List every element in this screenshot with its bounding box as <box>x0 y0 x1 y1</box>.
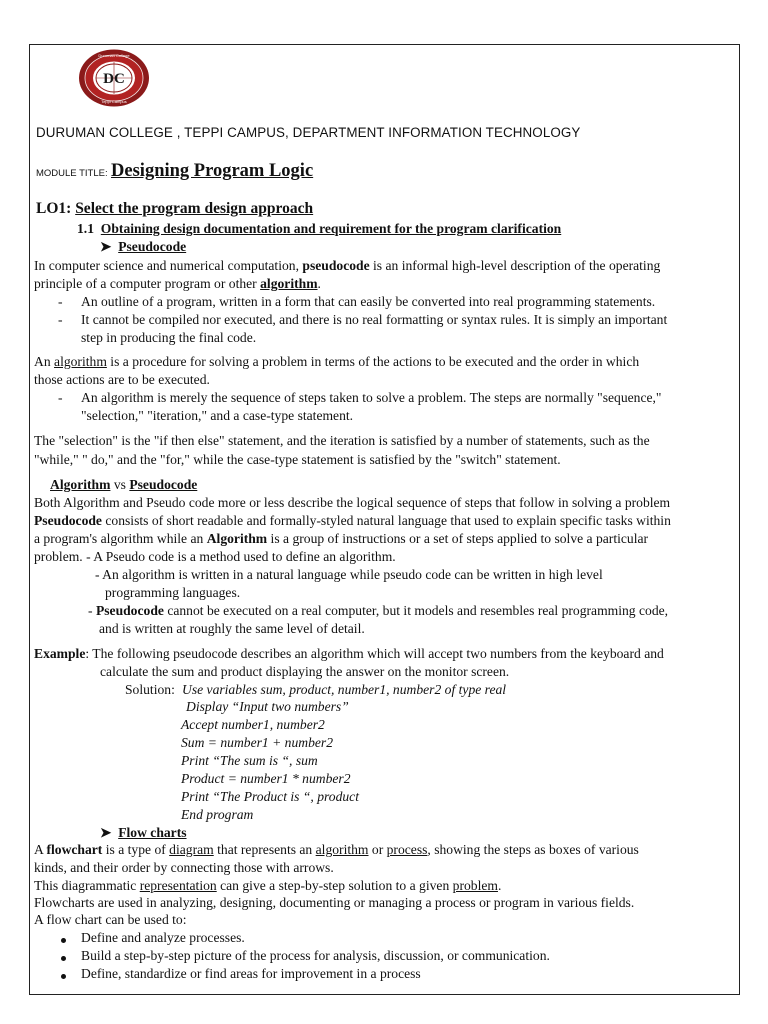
section-number: 1.1 <box>77 221 94 236</box>
vs-line-2: Pseudocode consists of short readable and formally-styled natural language that used to explain specific tasks within <box>34 513 671 528</box>
flow-line-4: Flowcharts are used in analyzing, designing, documenting or managing a process or program in various fields. <box>34 895 635 910</box>
bullet-icon <box>61 966 66 983</box>
flow-line-2: kinds, and their order by connecting those with arrows. <box>34 860 334 875</box>
dash-item: - <box>58 294 63 309</box>
code-line: Display “Input two numbers” <box>186 699 349 714</box>
algorithm-para-line-2: those actions are to be executed. <box>34 372 210 387</box>
college-header: DURUMAN COLLEGE , TEPPI CAMPUS, DEPARTMENT INFORMATION TECHNOLOGY <box>36 125 581 140</box>
vs-line-5: - An algorithm is written in a natural language while pseudo code can be written in high level <box>95 567 603 582</box>
code-line: Sum = number1 + number2 <box>181 735 334 750</box>
problem-link[interactable]: problem <box>452 878 498 893</box>
dash-item-text: "selection," "iteration," and a case-type statement. <box>81 408 354 423</box>
solution-label: Solution: <box>125 682 175 697</box>
pseudocode-para-line-2: principle of a computer program or other algorithm. <box>34 276 321 291</box>
module-title-label: MODULE TITLE: <box>36 168 108 179</box>
representation-link[interactable]: representation <box>139 878 217 893</box>
vs-line-8: and is written at roughly the same level of detail. <box>99 621 365 636</box>
dash-item: - <box>58 312 63 327</box>
code-line: Print “The Product is “, product <box>181 789 359 804</box>
college-logo <box>77 48 151 108</box>
bullet-item: Define and analyze processes. <box>81 930 245 945</box>
svg-text:DC: DC <box>103 71 125 87</box>
flow-line-3: This diagrammatic representation can give a step-by-step solution to a given problem. <box>34 878 502 893</box>
svg-text:Duruman College: Duruman College <box>98 53 130 58</box>
process-link[interactable]: process <box>386 842 428 857</box>
algorithm-link[interactable]: algorithm <box>54 354 107 369</box>
algorithm-link[interactable]: algorithm <box>315 842 369 857</box>
flow-line-1: A flowchart is a type of diagram that represents an algorithm or process, showing the steps as boxes of various <box>34 842 639 857</box>
section-1-1-heading <box>77 220 561 237</box>
algorithm-para-line-1: An algorithm is a procedure for solving a problem in terms of the actions to be executed and the order in which <box>34 354 640 369</box>
arrow-bullet-icon: ➤ <box>100 825 112 840</box>
bullet-icon <box>61 948 66 965</box>
vs-line-1: Both Algorithm and Pseudo code more or less describe the logical sequence of steps that follow in solving a problem <box>34 495 671 510</box>
flow-line-5: A flow chart can be used to: <box>34 912 187 927</box>
module-title: Designing Program Logic <box>111 161 314 181</box>
dash-item-text: An outline of a program, written in a form that can easily be converted into real programming statements. <box>81 294 656 309</box>
dash-item-text: An algorithm is merely the sequence of steps taken to solve a problem. The steps are normally "sequence," <box>81 390 662 405</box>
code-line: End program <box>181 807 254 822</box>
arrow-bullet-icon: ➤ <box>100 239 112 254</box>
dash-item-text: step in producing the final code. <box>81 330 257 345</box>
lo1-prefix: LO1: <box>36 200 72 217</box>
example-line-2: calculate the sum and product displaying the answer on the monitor screen. <box>100 664 510 679</box>
pseudocode-heading: ➤ Pseudocode <box>100 239 187 254</box>
selection-para-line-1: The "selection" is the "if then else" statement, and the iteration is satisfied by a number of statements, such as the <box>34 433 650 448</box>
svg-text:Teppi Campus: Teppi Campus <box>101 99 127 104</box>
code-line: Accept number1, number2 <box>181 717 325 732</box>
code-line: Print “The sum is “, sum <box>181 753 318 768</box>
vs-line-6: programming languages. <box>105 585 241 600</box>
lo1-title: Select the program design approach <box>75 200 314 217</box>
bullet-item: Define, standardize or find areas for improvement in a process <box>81 966 421 981</box>
algorithm-link[interactable]: algorithm <box>260 276 318 291</box>
bullet-item: Build a step-by-step picture of the process for analysis, discussion, or communication. <box>81 948 550 963</box>
section-title: Obtaining design documentation and requirement for the program clarification <box>100 221 562 236</box>
example-line-1: Example: The following pseudocode describes an algorithm which will accept two numbers from the keyboard and <box>34 646 664 661</box>
flowcharts-heading: ➤ Flow charts <box>100 825 187 840</box>
dash-item-text: It cannot be compiled nor executed, and there is no real formatting or syntax rules. It is simply an important <box>81 312 668 327</box>
module-title-line <box>36 163 313 182</box>
vs-line-4: problem. - A Pseudo code is a method used to define an algorithm. <box>34 549 396 564</box>
vs-line-7: - Pseudocode cannot be executed on a real computer, but it models and resembles real programming code, <box>88 603 669 618</box>
bullet-icon <box>61 930 66 947</box>
lo1-heading <box>36 200 313 217</box>
vs-line-3: a program's algorithm while an Algorithm is a group of instructions or a set of steps applied to solve a particular <box>34 531 649 546</box>
code-line: Use variables sum, product, number1, number2 of type real <box>182 682 507 697</box>
dash-item: - <box>58 390 63 405</box>
diagram-link[interactable]: diagram <box>169 842 214 857</box>
code-line: Product = number1 * number2 <box>181 771 351 786</box>
pseudocode-para-line-1: In computer science and numerical computation, pseudocode is an informal high-level description of the operating <box>34 258 661 273</box>
selection-para-line-2: "while," " do," and the "for," while the case-type statement is satisfied by the "switch" statement. <box>34 452 561 467</box>
vs-heading: Algorithm vs Pseudocode <box>50 477 198 492</box>
